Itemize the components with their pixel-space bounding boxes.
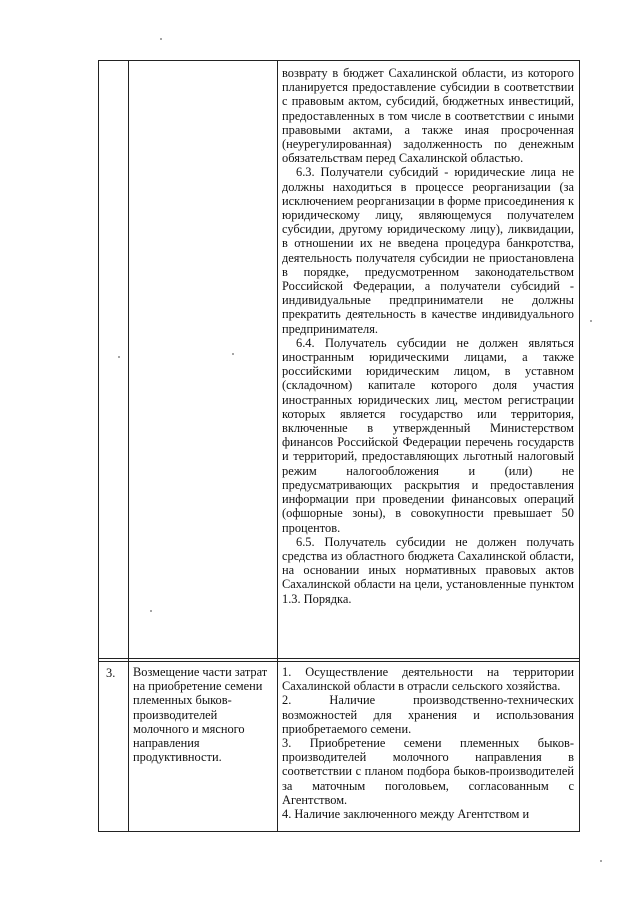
scan-speck	[118, 356, 120, 358]
requirement-paragraph: 6.5. Получатель субсидии не должен получать средства из областного бюджета Сахалинской области, на основании иных нормативных правовых актов Сахалинской области на цели, установленные пунктом 1.3. Порядка.	[282, 534, 574, 606]
scan-speck	[150, 610, 152, 612]
table-border-left	[98, 60, 99, 832]
row-title: Возмещение части затрат на приобретение семени племенных быков-производителей молочного и мясного направления продуктивности.	[133, 665, 268, 765]
table-divider-num	[128, 60, 129, 832]
table-border-right	[579, 60, 580, 832]
continuation-requirements-cell	[282, 66, 574, 606]
scan-speck	[160, 38, 162, 40]
table-divider-title	[277, 60, 278, 832]
table-border-top	[98, 60, 580, 61]
requirement-paragraph: возврату в бюджет Сахалинской области, из которого планируется предоставление субсидии в соответствии с правовым актом, субсидий, бюджетных инвестиций, предоставленных в том числе в соответствии с иными правовыми актами, а также иная просроченная (неурегулированная) задолженность по денежным обязательствам перед Сахалинской областью.	[282, 66, 574, 166]
table-row-divider	[98, 658, 580, 659]
scan-speck	[590, 320, 592, 322]
requirement-paragraph: 1. Осуществление деятельности на территории Сахалинской области в отрасли сельского хозяйства.	[282, 665, 574, 694]
requirement-paragraph: 3. Приобретение семени племенных быков-производителей молочного направления в соответствии с планом подбора быков-производителей за маточным поголовьем, согласованным с Агентством.	[282, 736, 574, 807]
requirement-paragraph: 6.4. Получатель субсидии не должен являться иностранным юридическими лицами, а также российскими юридическим лицом, в уставном (складочном) капитале которого доля участия иностранных юридических лиц, местом регистрации которых является государство или территория, включенные в утвержденный Министерством финансов Российской Федерации перечень государств и территорий, предоставляющих льготный налоговый режим налогообложения и (или) не предусматривающих раскрытия и предоставления информации при проведении финансовых операций (офшорные зоны), в совокупности превышает 50 процентов.	[282, 335, 574, 535]
table-border-bottom	[98, 831, 580, 832]
row-number: 3.	[106, 666, 116, 680]
row-requirements-cell	[282, 665, 574, 821]
requirement-paragraph: 2. Наличие производственно-технических возможностей для хранения и использования приобретаемого семени.	[282, 693, 574, 736]
requirement-paragraph: 4. Наличие заключенного между Агентством и	[282, 807, 530, 822]
requirement-paragraph: 6.3. Получатели субсидий - юридические лица не должны находиться в процессе реорганизации (за исключением реорганизации в форме присоединения к юридическому лицу, являющемуся получателем субсидии, другому юридическому лицу), ликвидации, в отношении их не введена процедура банкротства, деятельность получателя субсидии не приостановлена в порядке, предусмотренном законодательством Российской Федерации, а получатели субсидий - индивидуальные предприниматели не должны прекратить деятельность в качестве индивидуального предпринимателя.	[282, 165, 574, 336]
table-row-divider-double	[98, 661, 580, 662]
scan-speck	[232, 353, 234, 355]
row-title-cell	[133, 665, 273, 764]
scan-speck	[600, 860, 602, 862]
